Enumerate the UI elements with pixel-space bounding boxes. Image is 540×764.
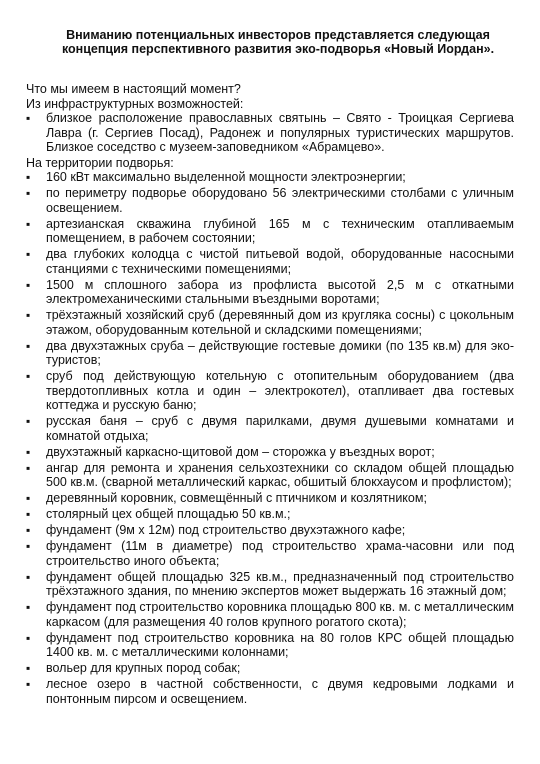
bullet-icon [26, 507, 36, 522]
list-item [26, 461, 514, 490]
bullet-icon [26, 278, 36, 293]
bullet-icon [26, 308, 36, 323]
list-item [26, 445, 514, 460]
infra-list [26, 111, 514, 155]
bullet-icon [26, 217, 36, 232]
list-item-text: фундамент общей площадью 325 кв.м., предназначенный под строительство трёхэтажного здания, по мнению экспертов может выдержать 16 этажный дом; [46, 569, 514, 598]
list-item-text: по периметру подворье оборудовано 56 электрическими столбами с уличным освещением. [46, 186, 514, 215]
list-item-text: двухэтажный каркасно-щитовой дом – сторожка у въездных ворот; [46, 444, 435, 459]
list-item [26, 217, 514, 246]
list-item-text: артезианская скважина глубиной 165 м с техническим отапливаемым помещением, в рабочем состоянии; [46, 216, 514, 245]
bullet-icon [26, 661, 36, 676]
bullet-icon [26, 247, 36, 262]
bullet-icon [26, 677, 36, 692]
list-item-text: фундамент (9м х 12м) под строительство двухэтажного кафе; [46, 523, 406, 537]
list-item [26, 523, 514, 538]
territory-heading: На территории подворья: [26, 155, 174, 170]
bullet-icon [26, 445, 36, 460]
bullet-icon [26, 631, 36, 646]
list-item-text: лесное озеро в частной собственности, с двумя кедровыми лодками и понтонным пирсом и освещением. [46, 677, 514, 706]
document-title [26, 28, 514, 56]
title-line-2: концепция перспективного развития эко-подворья «Новый Иордан». [61, 42, 495, 56]
list-item [26, 339, 514, 368]
list-item [26, 491, 514, 506]
list-item-text: деревянный коровник, совмещённый с птичником и козлятником; [46, 491, 427, 505]
list-item [26, 308, 514, 337]
list-item [26, 186, 514, 215]
list-item [26, 661, 514, 676]
bullet-icon [26, 339, 36, 354]
bullet-icon [26, 539, 36, 554]
list-item-text: 1500 м сплошного забора из профлиста высотой 2,5 м с откатными электромеханическими стальными въездными воротами; [46, 277, 514, 306]
list-item-text: ангар для ремонта и хранения сельхозтехники со складом общей площадью 500 кв.м. (сварной металлический каркас, обшитый блокхаусом и профлистом); [46, 460, 514, 489]
list-item [26, 570, 514, 599]
bullet-icon [26, 111, 36, 126]
list-item [26, 414, 514, 443]
list-item-text: фундамент под строительство коровника на 80 голов КРС общей площадью 1400 кв. м. с металлическими колоннами; [46, 630, 514, 659]
list-item-text: фундамент (11м в диаметре) под строительство храма-часовни или под строительство иного объекта; [46, 539, 514, 568]
bullet-icon [26, 523, 36, 538]
list-item-text: вольер для крупных пород собак; [46, 661, 241, 675]
list-item [26, 247, 514, 276]
bullet-icon [26, 186, 36, 201]
list-item-text: русская баня – сруб с двумя парилками, двумя душевыми комнатами и комнатой отдыха; [46, 414, 514, 443]
list-item [26, 600, 514, 629]
list-item [26, 170, 514, 185]
bullet-icon [26, 414, 36, 429]
list-item-text: близкое расположение православных святынь – Свято - Троицкая Сергиева Лавра (г. Сергиев Посад), Радонеж и популярных туристических маршрутов. Близкое соседство с музеем-заповедником «Абрамцево». [46, 111, 514, 154]
list-item [26, 539, 514, 568]
list-item [26, 278, 514, 307]
list-item [26, 369, 514, 413]
list-item [26, 111, 514, 155]
bullet-icon [26, 570, 36, 585]
bullet-icon [26, 369, 36, 384]
list-item [26, 507, 514, 522]
list-item [26, 631, 514, 660]
infra-heading: Из инфраструктурных возможностей: [26, 96, 244, 111]
list-item [26, 677, 514, 706]
list-item-text: 160 кВт максимально выделенной мощности электроэнергии; [46, 170, 406, 184]
title-line-1: Вниманию потенциальных инвесторов представляется следующая [66, 28, 490, 42]
bullet-icon [26, 170, 36, 185]
bullet-icon [26, 600, 36, 615]
list-item-text: трёхэтажный хозяйский сруб (деревянный дом из кругляка сосны) с цокольным этажом, оборудованным котельной и складскими помещениями; [46, 308, 514, 337]
list-item-text: два двухэтажных сруба – действующие гостевые домики (по 135 кв.м) для эко-туристов; [46, 338, 514, 367]
list-item-text: столярный цех общей площадью 50 кв.м.; [46, 507, 291, 521]
bullet-icon [26, 491, 36, 506]
question-line: Что мы имеем в настоящий момент? [26, 82, 241, 96]
bullet-icon [26, 461, 36, 476]
list-item-text: два глубоких колодца с чистой питьевой водой, оборудованные насосными станциями с техническими помещениями; [46, 247, 514, 276]
territory-list [26, 170, 514, 706]
list-item-text: сруб под действующую котельную с отопительным оборудованием (два твердотопливных котла и один – электрокотел), отапливает два гостевых коттеджа и русскую баню; [46, 369, 514, 412]
list-item-text: фундамент под строительство коровника площадью 800 кв. м. с металлическим каркасом (для размещения 40 голов крупного рогатого скота); [46, 600, 514, 629]
